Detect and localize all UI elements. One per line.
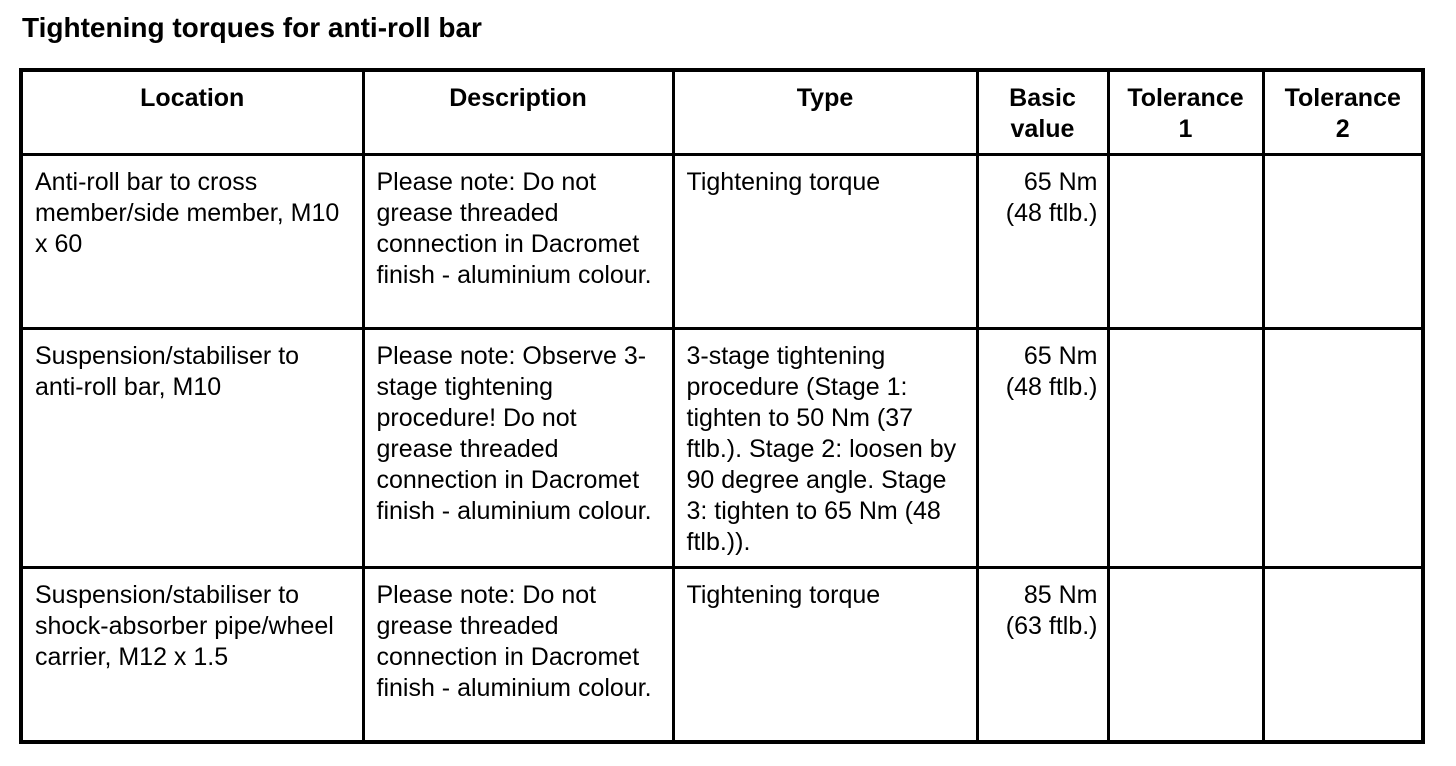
header-tolerance-1-line2: 1	[1178, 115, 1193, 143]
cell-tolerance-2	[1263, 329, 1423, 568]
table-header-row	[21, 70, 1423, 155]
basic-value-ftlb: (48 ftlb.)	[1005, 373, 1098, 401]
table-row	[21, 329, 1423, 568]
header-location: Location	[21, 70, 363, 155]
cell-description: Please note: Do not grease threaded connection in Dacromet finish - aluminium colour.	[363, 155, 673, 329]
cell-type: 3-stage tightening procedure (Stage 1: tighten to 50 Nm (37 ftlb.). Stage 2: loosen by 90 degree angle. Stage 3: tighten to 65 Nm (48 ftlb.)).	[673, 329, 977, 568]
table-row	[21, 155, 1423, 329]
header-basic-value-line1: Basic	[1009, 84, 1076, 112]
torque-table	[19, 68, 1425, 744]
cell-location: Suspension/stabiliser to anti-roll bar, M10	[21, 329, 363, 568]
header-tolerance-1	[1108, 70, 1263, 155]
cell-location: Suspension/stabiliser to shock-absorber pipe/wheel carrier, M12 x 1.5	[21, 568, 363, 742]
cell-description: Please note: Do not grease threaded connection in Dacromet finish - aluminium colour.	[363, 568, 673, 742]
cell-tolerance-1	[1108, 155, 1263, 329]
cell-description: Please note: Observe 3-stage tightening procedure! Do not grease threaded connection in Dacromet finish - aluminium colour.	[363, 329, 673, 568]
cell-type: Tightening torque	[673, 155, 977, 329]
basic-value-nm: 65 Nm	[1023, 168, 1098, 196]
header-tolerance-2	[1263, 70, 1423, 155]
header-type: Type	[673, 70, 977, 155]
header-basic-value-line2: value	[1010, 115, 1075, 143]
header-tolerance-2-line1: Tolerance	[1284, 84, 1401, 112]
cell-tolerance-2	[1263, 568, 1423, 742]
header-tolerance-1-line1: Tolerance	[1127, 84, 1244, 112]
header-tolerance-2-line2: 2	[1335, 115, 1350, 143]
cell-basic-value	[977, 155, 1108, 329]
page-title: Tightening torques for anti-roll bar	[22, 12, 482, 43]
cell-tolerance-2	[1263, 155, 1423, 329]
cell-tolerance-1	[1108, 568, 1263, 742]
cell-type: Tightening torque	[673, 568, 977, 742]
basic-value-nm: 65 Nm	[1023, 342, 1098, 370]
cell-basic-value	[977, 568, 1108, 742]
header-basic-value	[977, 70, 1108, 155]
cell-basic-value	[977, 329, 1108, 568]
basic-value-ftlb: (63 ftlb.)	[1005, 612, 1098, 640]
basic-value-ftlb: (48 ftlb.)	[1005, 199, 1098, 227]
basic-value-nm: 85 Nm	[1023, 581, 1098, 609]
header-description: Description	[363, 70, 673, 155]
cell-tolerance-1	[1108, 329, 1263, 568]
table-row	[21, 568, 1423, 742]
cell-location: Anti-roll bar to cross member/side member, M10 x 60	[21, 155, 363, 329]
